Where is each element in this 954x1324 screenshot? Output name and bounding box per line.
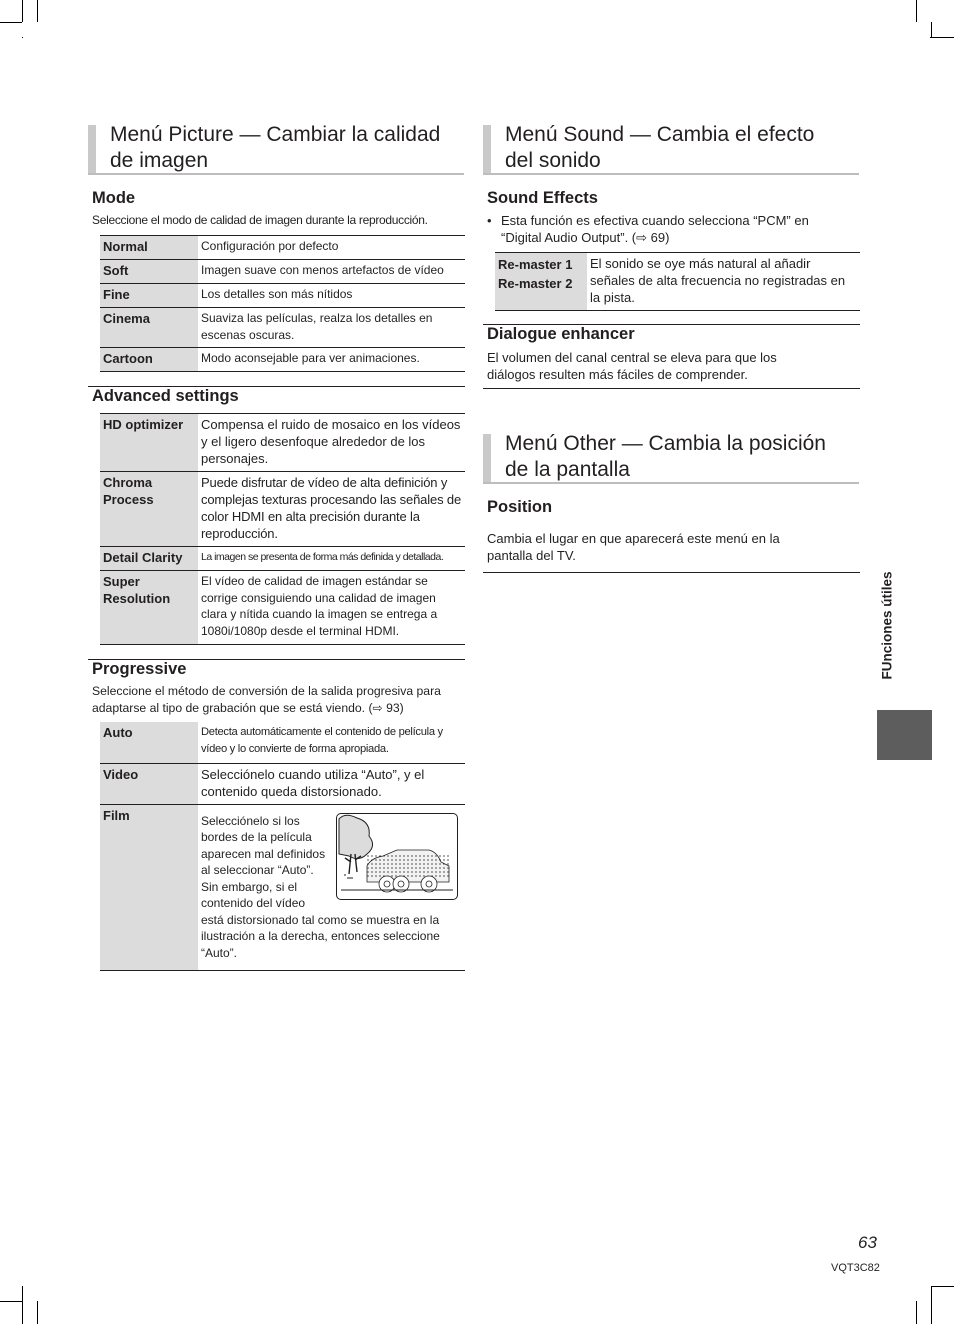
mode-description: Seleccione el modo de calidad de imagen durante la reproducción.: [92, 213, 428, 227]
mode-value: Imagen suave con menos artefactos de vídeo: [198, 260, 465, 284]
table-row: [100, 260, 465, 284]
mode-heading: Mode: [92, 189, 136, 207]
dialogue-enhancer-description: El volumen del canal central se eleva para que los diálogos resulten más fáciles de comprender.: [487, 350, 777, 382]
position-description: Cambia el lugar en que aparecerá este menú en la pantalla del TV.: [487, 531, 780, 563]
advanced-settings-heading: Advanced settings: [92, 387, 239, 405]
picture-menu-header: [88, 125, 464, 175]
table-row: [100, 763, 465, 804]
side-section-label: FUnciones útiles: [879, 571, 895, 680]
dialogue-enhancer-heading: Dialogue enhancer: [487, 325, 635, 343]
mode-key: Normal: [100, 236, 198, 260]
mode-value: Los detalles son más nítidos: [198, 284, 465, 308]
remaster-value: El sonido se oye más natural al añadir señales de alta frecuencia no registradas en la pista.: [587, 253, 860, 311]
progressive-key: Video: [100, 763, 198, 804]
progressive-key: Film: [100, 804, 198, 970]
sound-menu-header: [483, 125, 859, 175]
advanced-settings-table: [100, 413, 465, 645]
remaster-1-label: Re-master 1: [498, 257, 573, 272]
sound-effects-heading: Sound Effects: [487, 189, 598, 207]
progressive-value: Detecta automáticamente el contenido de película y vídeo y lo convierte de forma apropiada.: [198, 722, 465, 763]
picture-menu-title: Menú Picture — Cambiar la calidad de imagen: [110, 123, 441, 172]
table-row: [100, 414, 465, 472]
advanced-value: El vídeo de calidad de imagen estándar se corrige consiguiendo una calidad de imagen clara y nítida cuando la imagen se entrega a 1080i/1080p desde el terminal HDMI.: [198, 571, 465, 645]
section-tab-marker: [877, 710, 932, 760]
page-number: 63: [858, 1233, 877, 1252]
table-row: [100, 804, 465, 970]
mode-value: Suaviza las películas, realza los detalles en escenas oscuras.: [198, 308, 465, 348]
table-row: [100, 571, 465, 645]
remaster-2-label: Re-master 2: [498, 276, 573, 291]
mode-value: Configuración por defecto: [198, 236, 465, 260]
sound-effects-bullet: • Esta función es efectiva cuando selecciona “PCM” en “Digital Audio Output”. (⇨ 69): [487, 213, 809, 245]
progressive-heading: Progressive: [92, 660, 187, 678]
sound-menu-title: Menú Sound — Cambia el efecto del sonido: [505, 123, 815, 172]
mode-key: Cartoon: [100, 348, 198, 372]
distortion-illustration: [336, 813, 458, 900]
advanced-key: HD optimizer: [100, 414, 198, 472]
mode-key: Soft: [100, 260, 198, 284]
other-menu-title: Menú Other — Cambia la posición de la pantalla: [505, 432, 826, 481]
table-row: [100, 348, 465, 372]
table-row: [100, 722, 465, 763]
mode-key: Fine: [100, 284, 198, 308]
position-heading: Position: [487, 498, 553, 516]
mode-table: [100, 235, 465, 372]
advanced-key: Detail Clarity: [100, 547, 198, 571]
table-row: [495, 253, 860, 311]
advanced-value: La imagen se presenta de forma más definida y detallada.: [198, 547, 465, 571]
mode-key: Cinema: [100, 308, 198, 348]
table-row: [100, 472, 465, 547]
advanced-key: Chroma Process: [100, 472, 198, 547]
advanced-value: Puede disfrutar de vídeo de alta definición y complejas texturas procesando las señales de color HDMI en alta precisión durante la reproducción.: [198, 472, 465, 547]
other-menu-header: [483, 434, 859, 484]
table-row: [100, 236, 465, 260]
advanced-key: Super Resolution: [100, 571, 198, 645]
progressive-value: Selecciónelo cuando utiliza “Auto”, y el contenido queda distorsionado.: [198, 763, 465, 804]
mode-value: Modo aconsejable para ver animaciones.: [198, 348, 465, 372]
remaster-keys: [495, 253, 587, 311]
advanced-value: Compensa el ruido de mosaico en los vídeos y el ligero desenfoque alrededor de los personajes.: [198, 414, 465, 472]
document-code: VQT3C82: [831, 1262, 880, 1274]
sound-effects-table: [495, 252, 860, 311]
table-row: [100, 308, 465, 348]
progressive-table: [100, 722, 465, 971]
table-row: [100, 284, 465, 308]
progressive-value: Selecciónelo si los bordes de la película aparecen mal definidos al seleccionar “Auto”. Sin embargo, si el contenido del vídeo está distorsionado tal como se muestra en la ilustración a la derecha, entonces seleccione “Auto”.: [198, 804, 465, 970]
progressive-description: Seleccione el método de conversión de la salida progresiva para adaptarse al tipo de grabación que se está viendo. (⇨ 93): [92, 684, 441, 715]
progressive-key: Auto: [100, 722, 198, 763]
table-row: [100, 547, 465, 571]
